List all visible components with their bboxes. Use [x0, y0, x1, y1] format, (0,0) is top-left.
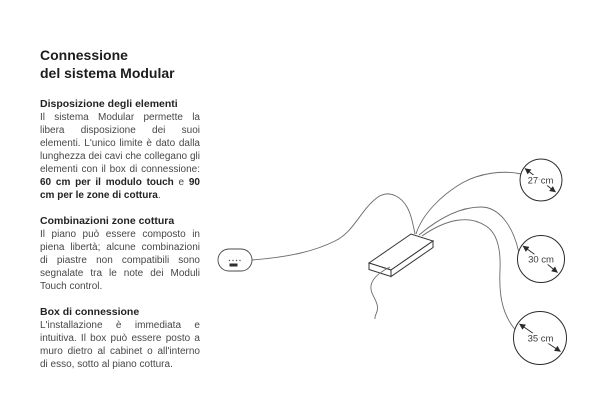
- zone-label-30: 30 cm: [528, 254, 554, 266]
- section-heading-box: Box di connessione: [40, 306, 140, 318]
- touch-module-dot: [232, 260, 233, 261]
- section-box-connessione: [40, 306, 200, 371]
- touch-module-dot: [236, 260, 237, 261]
- section-disposizione-elementi: [40, 98, 200, 202]
- article-column: [40, 46, 200, 371]
- touch-module: [218, 249, 252, 271]
- touch-module-dot: [229, 260, 230, 261]
- zone-label-35: 35 cm: [527, 333, 554, 345]
- section-body-disposizione: [40, 111, 200, 202]
- zone-label-27: 27 cm: [527, 175, 554, 187]
- section-heading-combinazioni: Combinazioni zone cottura: [40, 215, 175, 227]
- zone-cable-35: [422, 220, 516, 330]
- body-text-regular: Il sistema Modular permette la libera disposizione dei suoi elementi. L'unico limite è dato dalla lunghezza dei cavi che collegano gli elementi con il box di connessione:: [40, 112, 200, 175]
- body-text-end: .: [157, 190, 161, 201]
- page-title-line2: del sistema Modular: [40, 65, 175, 81]
- section-body-combinazioni: Il piano può essere composto in piena libertà; alcune combinazioni di piastre non compatibili sono segnalate tra le note dei Moduli Touch control.: [40, 229, 200, 292]
- page-title: [40, 46, 200, 82]
- cable-length-zones: 90 cm per le zone di cottura: [40, 177, 200, 201]
- connection-diagram: [200, 100, 600, 420]
- section-heading-disposizione: Disposizione degli elementi: [40, 98, 178, 110]
- connection-box: [369, 234, 433, 277]
- touch-module-body: [218, 249, 252, 271]
- touch-module-display: [230, 264, 238, 267]
- section-combinazioni-zone: [40, 215, 200, 293]
- touch-module-dot: [239, 260, 240, 261]
- body-text-connector: e: [173, 177, 189, 188]
- page-title-line1: Connessione: [40, 47, 128, 63]
- section-body-box: L'installazione è immediata e intuitiva. Il box può essere posto a muro dietro al cabinet o all'interno di esso, sotto al piano cottura.: [40, 320, 200, 370]
- cable-length-touch: 60 cm per il modulo touch: [40, 177, 174, 188]
